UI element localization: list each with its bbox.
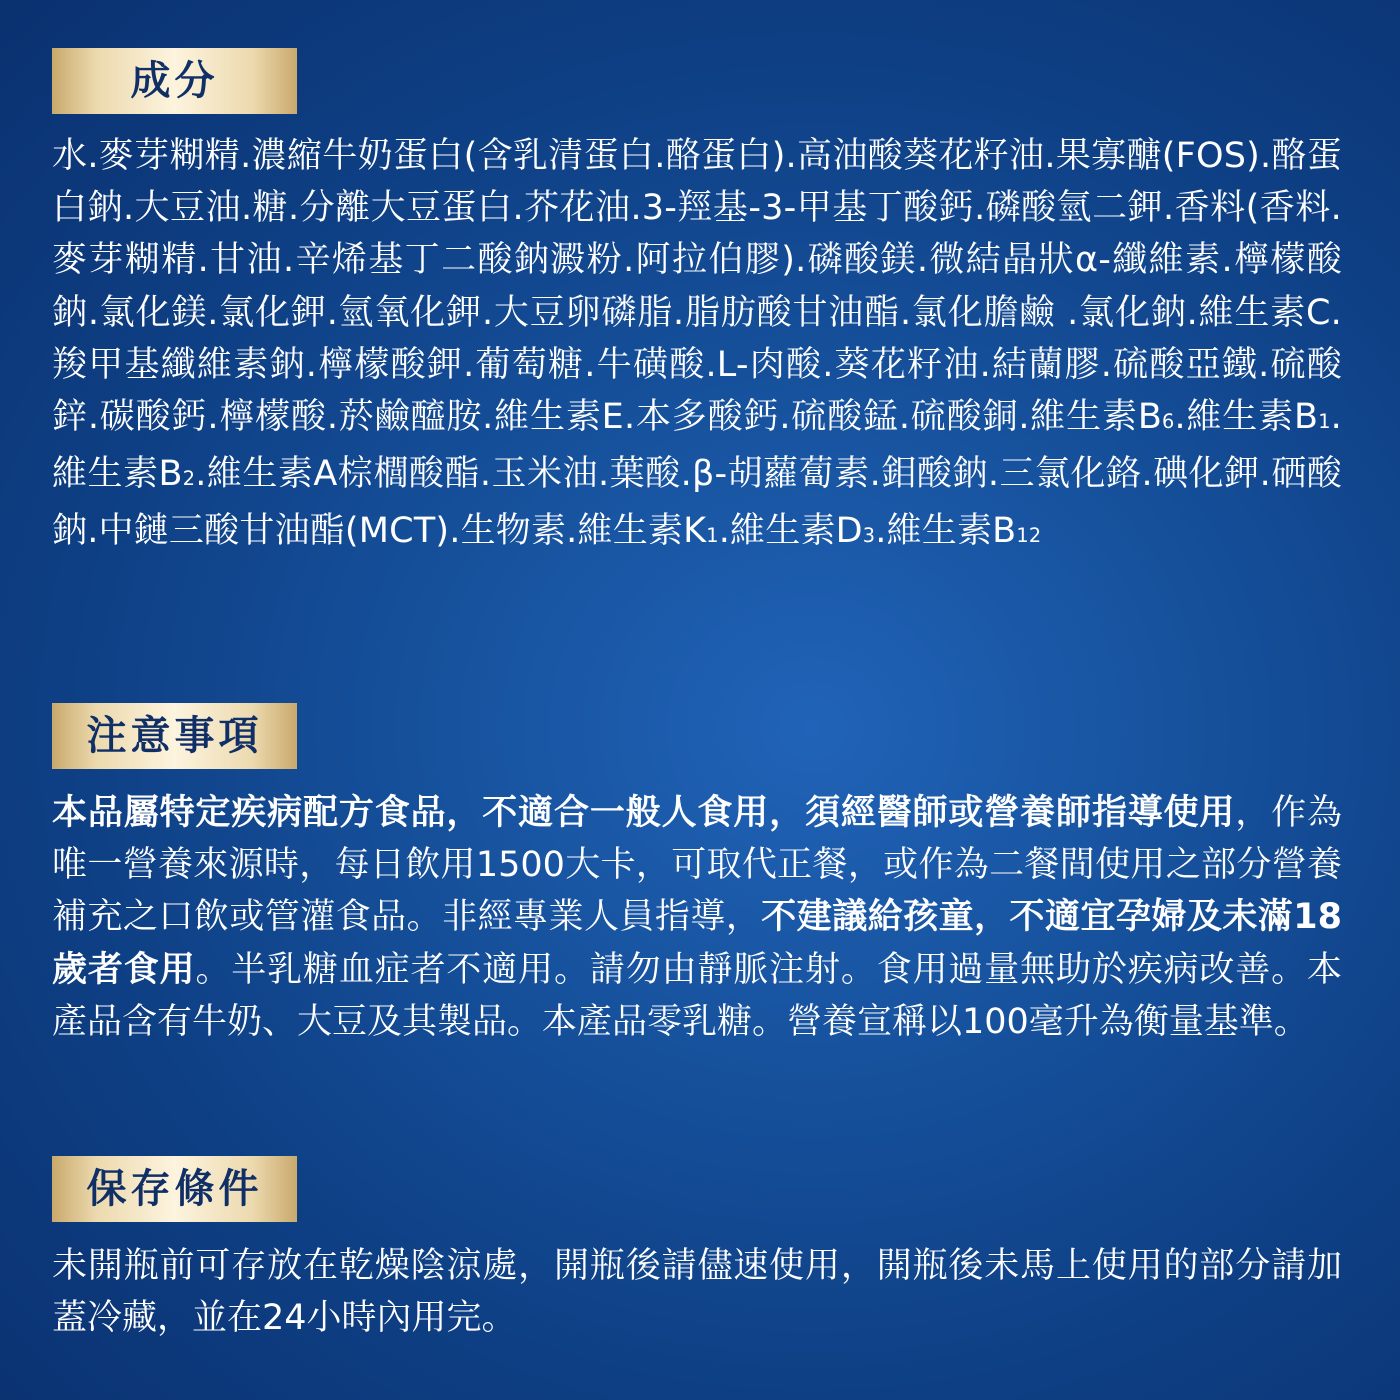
notes-title: 注意事項 (52, 703, 297, 769)
subscript-b1: 1 (1318, 410, 1331, 434)
subscript-d3: 3 (862, 524, 876, 548)
notes-warning-bold-1: 本品屬特定疾病配方食品，不適合一般人食用，須經醫師或營養師指導使用 (52, 793, 1236, 833)
notes-text-normal-1: ，作為唯一營養來源時，每日飲用1500大卡，可取代正餐，或作為二餐間使用之部分營養補充之口飲或管灌食品。非經專業人員指導， (52, 793, 1342, 938)
notes-text (52, 787, 1342, 1048)
subscript-b12: 12 (1016, 524, 1042, 548)
ingredients-text-c: .維生素B (52, 397, 1342, 495)
notes-text-normal-2: 。半乳糖血症者不適用。請勿由靜脈注射。食用過量無助於疾病改善。本產品含有牛奶、大豆及其製品。本產品零乳糖。營養宣稱以100毫升為衡量基準。 (52, 949, 1342, 1042)
ingredients-text-e: .維生素D (718, 511, 863, 552)
subscript-b2: 2 (182, 467, 196, 491)
ingredients-text-b: .維生素B (1174, 397, 1319, 438)
ingredients-title: 成分 (52, 48, 297, 114)
subscript-k1: 1 (706, 524, 719, 548)
ingredients-text-a: 水.麥芽糊精.濃縮牛奶蛋白(含乳清蛋白.酪蛋白).高油酸葵花籽油.果寡醣(FOS).酪蛋白鈉.大豆油.糖.分離大豆蛋白.芥花油.3-羥基-3-甲基丁酸鈣.磷酸氫二鉀.香料(香料.麥芽糊精.甘油.辛烯基丁二酸鈉澱粉.阿拉伯膠).磷酸鎂.微結晶狀α-纖維素.檸檬酸鈉.氯化鎂.氯化鉀.氫氧化鉀.大豆卵磷脂.脂肪酸甘油酯.氯化膽鹼 .氯化鈉.維生素C.羧甲基纖維素鈉.檸檬酸鉀.葡萄糖.牛磺酸.L-肉酸.葵花籽油.結蘭膠.硫酸亞鐵.硫酸鋅.碳酸鈣.檸檬酸.菸鹼醯胺.維生素E.本多酸鈣.硫酸錳.硫酸銅.維生素B (52, 136, 1342, 438)
storage-title: 保存條件 (52, 1156, 297, 1222)
subscript-b6: 6 (1162, 410, 1175, 434)
notes-warning-bold-2: 不建議給孩童，不適宜孕婦及未滿18歲者食用 (52, 897, 1342, 990)
ingredients-text-d: .維生素A棕櫚酸酯.玉米油.葉酸.β-胡蘿蔔素.鉬酸鈉.三氯化鉻.碘化鉀.硒酸鈉.中鏈三酸甘油酯(MCT).生物素.維生素K (52, 454, 1343, 552)
ingredients-text-f: .維生素B (875, 511, 1017, 552)
storage-text: 未開瓶前可存放在乾燥陰涼處，開瓶後請儘速使用，開瓶後未馬上使用的部分請加蓋冷藏，並在24小時內用完。 (52, 1246, 1342, 1339)
ingredients-text (52, 130, 1342, 563)
